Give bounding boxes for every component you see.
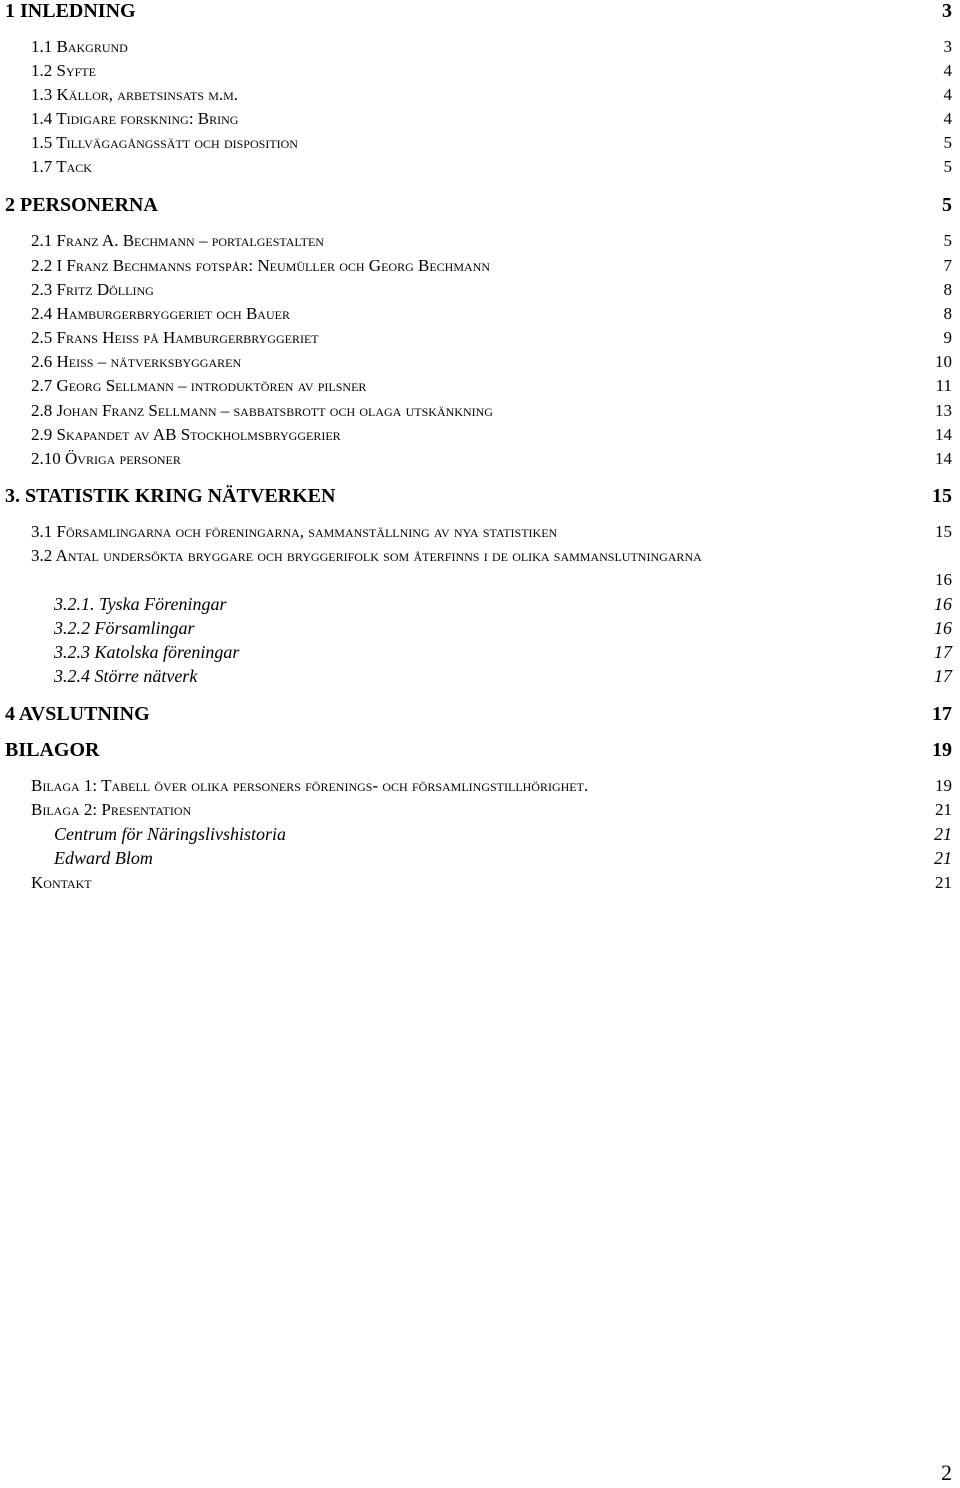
toc-entry-page: 13 xyxy=(935,401,952,420)
toc-entry[interactable] xyxy=(0,328,960,352)
toc-entry-page: 9 xyxy=(943,328,952,347)
toc-entry-page: 16 xyxy=(935,570,952,589)
toc-entry-page: 3 xyxy=(943,37,952,56)
toc-entry-label: 2.7 Georg Sellmann – introduktören av pilsner xyxy=(31,376,367,395)
toc-entry-page: 4 xyxy=(943,61,952,80)
toc-entry-label: Bilaga 2: Presentation xyxy=(31,800,192,819)
toc-entry-label: BILAGOR xyxy=(5,739,100,761)
toc-entry-label: 1 INLEDNING xyxy=(5,0,136,22)
toc-entry-page: 5 xyxy=(942,194,952,216)
toc-entry-label: Centrum för Näringslivshistoria xyxy=(54,824,287,844)
toc-entry[interactable] xyxy=(0,848,960,872)
toc-entry-page: 11 xyxy=(935,376,952,395)
toc-entry[interactable] xyxy=(0,133,960,157)
toc-entry-page: 19 xyxy=(932,739,952,761)
toc-entry-label: 2.10 Övriga personer xyxy=(31,449,181,468)
toc-entry[interactable] xyxy=(0,376,960,400)
toc-entry-label: 3.2.1. Tyska Föreningar xyxy=(54,594,227,614)
toc-entry-page: 15 xyxy=(932,485,952,507)
toc-entry-label: 2.1 Franz A. Bechmann – portalgestalten xyxy=(31,231,324,250)
toc-entry[interactable] xyxy=(0,304,960,328)
toc-entry-label: 1.7 Tack xyxy=(31,157,92,176)
toc-entry-page: 16 xyxy=(934,618,952,638)
toc-entry[interactable] xyxy=(0,594,960,618)
toc-entry-page: 17 xyxy=(932,703,952,725)
toc-entry-label: 1.4 Tidigare forskning: Bring xyxy=(31,109,239,128)
toc-entry[interactable] xyxy=(0,776,960,800)
toc-entry-label: Bilaga 1: Tabell över olika personers förenings- och församlingstillhörighet. xyxy=(31,776,589,795)
toc-entry-page: 21 xyxy=(935,873,952,892)
page-number: 2 xyxy=(941,1460,952,1485)
toc-entry[interactable] xyxy=(0,666,960,690)
toc-entry-page: 5 xyxy=(943,133,952,152)
toc-entry-page: 3 xyxy=(942,0,952,22)
toc-entry-label: 3.2.4 Större nätverk xyxy=(54,666,198,686)
toc-entry-page: 8 xyxy=(943,280,952,299)
toc-entry-page: 5 xyxy=(943,231,952,250)
toc-entry[interactable] xyxy=(0,231,960,255)
toc-entry-label: 3. STATISTIK KRING NÄTVERKEN xyxy=(5,485,336,507)
toc-entry-page: 10 xyxy=(935,352,952,371)
toc-entry[interactable] xyxy=(0,280,960,304)
toc-entry[interactable] xyxy=(0,352,960,376)
toc-entry-label: 1.5 Tillvägagångssätt och disposition xyxy=(31,133,298,152)
toc-entry-page: 21 xyxy=(935,800,952,819)
toc-entry-label: 3.2.2 Församlingar xyxy=(54,618,195,638)
toc-entry[interactable] xyxy=(0,522,960,546)
toc-entry-label: 2.6 Heiss – nätverksbyggaren xyxy=(31,352,242,371)
toc-entry-page: 21 xyxy=(934,824,952,844)
toc-entry-page: 16 xyxy=(934,594,952,614)
toc-entry[interactable] xyxy=(0,873,960,897)
toc-entry-label: 1.3 Källor, arbetsinsats m.m. xyxy=(31,85,239,104)
toc-entry[interactable] xyxy=(0,703,960,727)
toc-entry-label: 2 PERSONERNA xyxy=(5,194,158,216)
toc-entry-page: 21 xyxy=(934,848,952,868)
toc-entry-page: 4 xyxy=(943,109,952,128)
toc-entry-label: 4 AVSLUTNING xyxy=(5,703,150,725)
toc-entry[interactable] xyxy=(0,61,960,85)
toc-entry-page: 4 xyxy=(943,85,952,104)
toc-entry-label: Edward Blom xyxy=(54,848,153,868)
toc-entry-label: 1.1 Bakgrund xyxy=(31,37,128,56)
toc-entry[interactable] xyxy=(0,85,960,109)
toc-entry-page: 7 xyxy=(943,256,952,275)
toc-entry[interactable] xyxy=(0,739,960,763)
toc-entry-page: 14 xyxy=(935,449,952,468)
toc-entry[interactable] xyxy=(0,0,960,24)
toc-entry[interactable] xyxy=(0,449,960,473)
toc-entry[interactable] xyxy=(0,109,960,133)
toc-entry-page: 19 xyxy=(935,776,952,795)
toc-entry[interactable] xyxy=(0,546,960,589)
toc-entry-page: 15 xyxy=(935,522,952,541)
toc-entry-page: 17 xyxy=(934,642,952,662)
toc-entry-label: 2.2 I Franz Bechmanns fotspår: Neumüller och Georg Bechmann xyxy=(31,256,491,275)
toc-entry[interactable] xyxy=(0,642,960,666)
toc-entry-page: 17 xyxy=(934,666,952,686)
toc-entry[interactable] xyxy=(0,157,960,181)
toc-entry-label: 2.4 Hamburgerbryggeriet och Bauer xyxy=(31,304,290,323)
toc-entry-label: 2.8 Johan Franz Sellmann – sabbatsbrott och olaga utskänkning xyxy=(31,401,493,420)
toc-entry-page: 14 xyxy=(935,425,952,444)
toc-entry[interactable] xyxy=(0,618,960,642)
toc-entry-page: 8 xyxy=(943,304,952,323)
toc-entry[interactable] xyxy=(0,37,960,61)
toc-entry-label: 1.2 Syfte xyxy=(31,61,96,80)
toc-entry[interactable] xyxy=(0,824,960,848)
toc-entry[interactable] xyxy=(0,194,960,218)
toc-entry-page: 5 xyxy=(943,157,952,176)
toc-entry-label: 2.9 Skapandet av AB Stockholmsbryggerier xyxy=(31,425,341,444)
toc-entry-label: 2.5 Frans Heiss på Hamburgerbryggeriet xyxy=(31,328,319,347)
toc-entry-label: 2.3 Fritz Dölling xyxy=(31,280,154,299)
toc-entry[interactable] xyxy=(0,256,960,280)
toc-entry-label: Kontakt xyxy=(31,873,92,892)
toc-entry[interactable] xyxy=(0,485,960,509)
toc-entry-label: 3.2 Antal undersökta bryggare och bryggerifolk som återfinns i de olika sammanslutningarna xyxy=(31,546,702,565)
toc-entry-label: 3.1 Församlingarna och föreningarna, sammanställning av nya statistiken xyxy=(31,522,558,541)
toc-entry[interactable] xyxy=(0,800,960,824)
toc-entry[interactable] xyxy=(0,425,960,449)
toc-entry-label: 3.2.3 Katolska föreningar xyxy=(54,642,240,662)
toc-entry[interactable] xyxy=(0,401,960,425)
